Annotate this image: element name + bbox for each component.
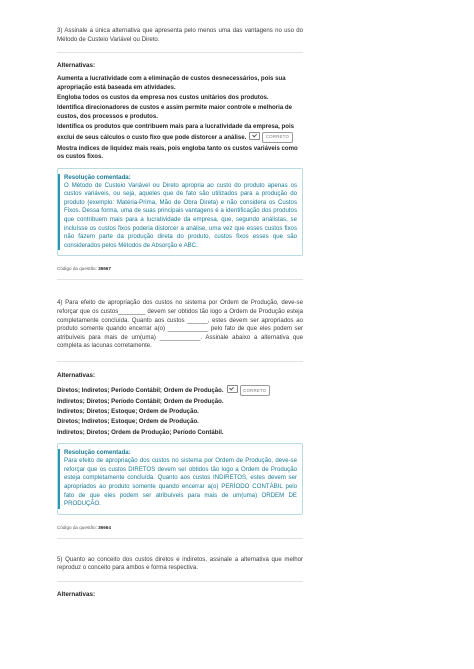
alternative-label: Indiretos; Diretos; Período Contábil; Ordem de Produção. [57, 398, 224, 405]
question-5-text: 5) Quanto ao conceito dos custos diretos e indiretos, assinale a alternativa que melhor reproduz o conceito para ambos e forma respectiva. [57, 555, 303, 572]
question-code [57, 525, 303, 530]
resolution-box [57, 443, 303, 515]
alternative-item[interactable] [57, 104, 303, 121]
alternative-label: Mostra índices de liquidez mais reais, pois engloba tanto os custos variáveis como os custos fixos. [57, 144, 298, 161]
alternative-item[interactable] [57, 408, 303, 417]
question-code-label: Código da questão: [57, 266, 97, 272]
question-3-text: 3) Assinale a única alternativa que apresenta pelo menos uma das vantagens no uso do Método de Custeio Variável ou Direto. [57, 27, 303, 43]
alternative-label: Engloba todos os custos da empresa nos custos unitários dos produtos. [57, 93, 269, 101]
alternative-item[interactable] [57, 145, 303, 162]
alternative-item-correct[interactable] [57, 123, 303, 143]
alternative-item[interactable] [57, 398, 303, 407]
alternative-label: Diretos; Indiretos; Estoque; Ordem de Produção. [57, 418, 199, 426]
question-code-value: 36667 [98, 266, 111, 272]
alternative-label: Indiretos; Diretos; Estoque; Ordem de Produção. [57, 408, 199, 416]
correct-badge: CORRETO [240, 385, 270, 396]
alternative-item[interactable] [57, 429, 303, 438]
alternatives-list [57, 75, 303, 162]
check-icon [249, 132, 260, 140]
check-icon [227, 385, 238, 393]
resolution-accent-bar [58, 449, 60, 509]
alternatives-list [57, 385, 303, 437]
divider [57, 52, 303, 53]
resolution-text: Para efeito de apropriação dos custos no sistema por Ordem de Produção, deve-se reforçar que os custos DIRETOS devem ser obtidos tão logo a Ordem de Produção esteja completamente concluída. Quanto aos custos INDIRETOS, estes devem ser apropriados ao produto somente quando encerrar a(o) PERÍODO CONTÁBIL pelo fato de que eles podem ser atribuíveis para mais de um(uma) ORDEM DE PRODUÇÃO. [64, 457, 297, 508]
question-code [57, 266, 303, 271]
question-code-value: 36664 [98, 524, 111, 530]
alternatives-heading: Alternativas: [57, 372, 96, 380]
resolution-box [57, 168, 303, 257]
resolution-text: O Método de Custeio Variável ou Direto apropria ao custo do produto apenas os custos variáveis, ou seja, aqueles que de fato são utilizados para a produção do produto (exemplo: Matéria-Prima, Mão de Obra Direta) e não considera os Custos Fixos. Dessa forma, uma de suas principais vantagens é a identificação dos produtos que contribuem mais para a lucratividade da empresa, que, segundo análistas, se incluísse os custos fixos poderia distorcer a análise, uma vez que esses custos fixos não fazem parte da produção direta do produto, custos fixos esses que são considerados pelos Métodos de Absorção e ABC. [64, 181, 297, 249]
alternative-item[interactable] [57, 94, 303, 103]
resolution-title: Resolução comentada: [64, 173, 131, 181]
question-code-label: Código da questão: [57, 524, 97, 530]
alternative-label: Diretos; Indiretos; Período Contábil; Ordem de Produção. [57, 387, 224, 395]
question-page [57, 0, 303, 598]
alternative-label: Aumenta a lucratividade com a eliminação de custos desnecessários, pois sua apropriação está baseada em atividades. [57, 75, 286, 91]
divider [57, 538, 303, 539]
alternatives-heading: Alternativas: [57, 62, 96, 70]
resolution-accent-bar [58, 174, 60, 251]
divider [57, 361, 303, 362]
alternative-label: Identifica os produtos que contribuem mais para a lucratividade da empresa, pois exclui de seus cálculos o custo fixo que pode distorcer a análise. [57, 122, 295, 141]
alternative-label: Indiretos; Diretos; Ordem de Produção; Período Contábil. [57, 428, 224, 436]
divider [57, 581, 303, 582]
alternatives-heading: Alternativas: [57, 590, 96, 598]
alternative-item[interactable] [57, 75, 303, 92]
question-4-text: 4) Para efeito de apropriação dos custos no sistema por Ordem de Produção, deve-se reforçar que os custos________ devem ser obtidos tão logo a Ordem de Produção esteja completamente concluída. Quanto aos custos ______, estes devem ser apropriados ao produto somente quando encerrar a(o) ____________ pelo fato de que eles podem ser atribuíveis para mais de um(uma) ____________. Assinale abaixo a alternativa que completa as lacunas corretamente. [57, 299, 303, 350]
correct-badge: CORRETO [262, 132, 292, 143]
alternative-item[interactable] [57, 418, 303, 427]
alternative-label: Identifica direcionadores de custos e assim permite maior controle e melhoria de custos, dos processos e produtos. [57, 104, 293, 120]
alternative-item-correct[interactable] [57, 385, 303, 396]
resolution-title: Resolução comentada: [64, 449, 131, 457]
divider [57, 279, 303, 280]
